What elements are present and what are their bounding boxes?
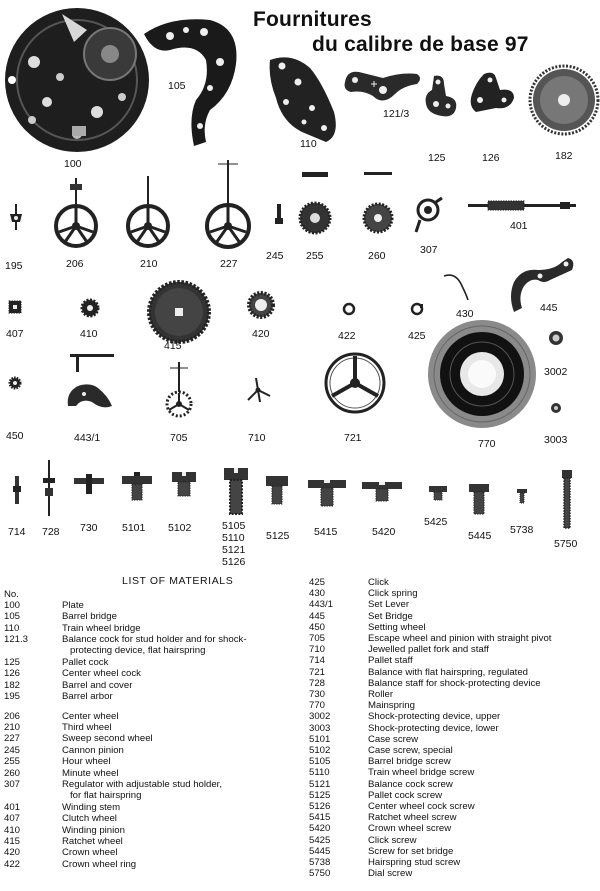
part-label-443-1: 443/1 — [74, 432, 101, 444]
list-item-name: Balance cock for stud holder and for shock- protecting device, flat hairspring — [62, 634, 247, 657]
part-label-255: 255 — [306, 250, 324, 262]
list-item-number: 227 — [4, 733, 21, 745]
list-item-number: 721 — [309, 666, 326, 678]
list-item-number: 3003 — [309, 722, 331, 734]
part-label-5101: 5101 — [122, 522, 146, 534]
list-item-number: 5425 — [309, 834, 331, 846]
part-label-728: 728 — [42, 526, 60, 538]
roller-drawing — [74, 474, 104, 496]
list-heading: LIST OF MATERIALS — [122, 575, 234, 587]
third-wheel-drawing — [126, 176, 170, 252]
part-label-121-3: 121/3 — [383, 108, 410, 120]
list-item-number: 105 — [4, 611, 21, 623]
click-screw-drawing — [428, 484, 448, 502]
list-item-number: 443/1 — [309, 599, 334, 611]
list-item-number: 210 — [4, 722, 21, 733]
list-item-name: Crown wheel — [62, 847, 118, 859]
escape-wheel-drawing — [162, 362, 196, 422]
list-item-name: Barrel and cover — [62, 679, 133, 691]
list-item-name: Cannon pinion — [62, 744, 124, 756]
balance-cock-drawing — [343, 68, 423, 108]
list-item-number: 307 — [4, 779, 21, 790]
list-item-name: Clutch wheel — [62, 813, 117, 825]
part-label-3003: 3003 — [544, 434, 568, 446]
balance-drawing — [322, 350, 388, 416]
list-item-name: Case screw — [368, 733, 419, 745]
list-item-name: Screw for set bridge — [368, 845, 454, 857]
barrel-bridge-drawing — [140, 14, 245, 149]
part-label-100: 100 — [64, 158, 82, 170]
part-label-5125: 5125 — [266, 530, 290, 542]
cannon-pinion-drawing — [274, 204, 284, 226]
part-label-5105-5110-5121-5126: 5105 5110 5121 5126 — [222, 520, 246, 568]
list-item-number: 728 — [309, 677, 326, 689]
part-label-307: 307 — [420, 244, 438, 256]
part-label-714: 714 — [8, 526, 26, 538]
list-item-name: Balance cock screw — [368, 778, 453, 790]
list-item-number: 195 — [4, 691, 21, 703]
list-item-name: Barrel bridge screw — [368, 756, 451, 768]
part-label-710: 710 — [248, 432, 266, 444]
list-item-name: Roller — [368, 689, 394, 700]
list-item-name: Setting wheel — [368, 621, 426, 633]
list-item-number: 422 — [4, 858, 21, 870]
list-item-name: Mainspring — [368, 700, 415, 712]
set-lever-drawing — [62, 352, 120, 412]
list-item-name: Pallet staff — [368, 655, 413, 667]
list-item-name: Plate — [62, 600, 84, 611]
part-label-420: 420 — [252, 328, 270, 340]
part-label-5415: 5415 — [314, 526, 338, 538]
list-item-name: Crown wheel screw — [368, 823, 452, 835]
winding-pinion-drawing — [80, 298, 100, 318]
center-wheel-cock-drawing — [466, 70, 516, 114]
crown-wheel-drawing — [246, 290, 276, 320]
list-item-name: Jewelled pallet fork and staff — [368, 644, 489, 656]
part-label-422: 422 — [338, 330, 356, 342]
list-item-name: Hairspring stud screw — [368, 857, 461, 868]
list-item-name: Set Bridge — [368, 610, 413, 622]
list-item-number: 3002 — [309, 711, 331, 723]
list-item-name: Pallet cock — [62, 657, 109, 668]
list-item-number: 125 — [4, 657, 21, 668]
list-item-number: 730 — [309, 689, 326, 700]
balance-staff-drawing — [40, 460, 58, 516]
list-item-number: 410 — [4, 824, 21, 836]
list-item-name: Case screw, special — [368, 745, 453, 756]
click-drawing — [410, 302, 424, 316]
list-item-name: Balance staff for shock-protecting device — [368, 677, 541, 689]
list-item-number: 5121 — [309, 778, 331, 790]
clutch-wheel-drawing — [8, 300, 22, 314]
shock-lower-drawing — [550, 402, 562, 414]
list-item-name: Crown wheel ring — [62, 858, 137, 870]
part-label-5420: 5420 — [372, 526, 396, 538]
list-item-name: Shock-protecting device, upper — [368, 711, 501, 723]
list-item-number: 420 — [4, 847, 21, 859]
list-no-header: No. — [4, 589, 19, 600]
list-item-number: 445 — [309, 610, 326, 622]
part-label-206: 206 — [66, 258, 84, 270]
part-label-450: 450 — [6, 430, 24, 442]
list-item-name: Center wheel cock screw — [368, 801, 475, 812]
list-item-number: 430 — [309, 588, 326, 600]
part-label-195: 195 — [5, 260, 23, 272]
dial-screw-drawing — [560, 470, 574, 530]
list-item-name: Click — [368, 577, 389, 588]
list-item-number: 5101 — [309, 733, 331, 745]
list-item-number: 206 — [4, 710, 21, 722]
part-label-5425: 5425 — [424, 516, 448, 528]
mainspring-drawing — [426, 318, 538, 430]
setting-wheel-drawing — [8, 376, 22, 390]
barrel-arbor-drawing — [8, 204, 24, 230]
part-label-5738: 5738 — [510, 524, 534, 536]
ratchet-wheel-screw-drawing — [308, 476, 346, 508]
list-item-name: Center wheel cock — [62, 668, 141, 680]
list-item-name: Regulator with adjustable stud holder, for flat hairspring — [62, 779, 222, 801]
part-label-5750: 5750 — [554, 538, 578, 550]
part-label-210: 210 — [140, 258, 158, 270]
click-spring-drawing — [442, 272, 472, 302]
list-item-name: Barrel bridge — [62, 611, 117, 623]
list-item-name: Minute wheel — [62, 767, 119, 779]
list-item-number: 425 — [309, 577, 326, 588]
list-item-number: 182 — [4, 679, 21, 691]
list-item-number: 5125 — [309, 789, 331, 801]
case-screw-special-drawing — [170, 470, 198, 500]
part-label-407: 407 — [6, 328, 24, 340]
title-line-1: Fournitures — [253, 8, 372, 31]
list-item-name: Set Lever — [368, 599, 410, 611]
list-item-name: Shock-protecting device, lower — [368, 722, 499, 734]
list-item-name: Barrel arbor — [62, 691, 113, 703]
list-item-name: Winding pinion — [62, 824, 125, 836]
list-item-number: 401 — [4, 801, 21, 813]
set-bridge-screw-drawing — [468, 482, 490, 516]
hairspring-stud-screw-drawing — [516, 488, 528, 504]
list-item-number: 5126 — [309, 801, 331, 812]
part-label-105: 105 — [168, 80, 186, 92]
regulator-drawing — [414, 196, 444, 236]
list-item-number: 415 — [4, 836, 21, 847]
part-label-110: 110 — [300, 138, 317, 150]
part-label-770: 770 — [478, 438, 496, 450]
plate-drawing — [2, 2, 152, 152]
list-item-number: 5750 — [309, 868, 331, 880]
list-item-number: 5110 — [309, 767, 330, 779]
minute-wheel-drawing — [362, 172, 394, 236]
part-label-182: 182 — [555, 150, 573, 162]
pallet-cock-screw-drawing — [264, 474, 290, 506]
pallet-fork-drawing — [244, 376, 274, 406]
part-label-3002: 3002 — [544, 366, 568, 378]
list-item-name: Pallet cock screw — [368, 789, 443, 801]
list-item-number: 260 — [4, 767, 21, 779]
list-item-number: 710 — [309, 644, 326, 656]
part-label-415: 415 — [164, 340, 182, 352]
part-label-410: 410 — [80, 328, 98, 340]
part-label-425: 425 — [408, 330, 426, 342]
list-item-number: 705 — [309, 633, 326, 644]
list-item-name: Center wheel — [62, 710, 119, 722]
list-item-name: Ratchet wheel screw — [368, 812, 457, 824]
part-label-401: 401 — [510, 220, 528, 232]
list-item-number: 714 — [309, 655, 326, 667]
center-wheel-drawing — [54, 178, 98, 252]
list-item-number: 5445 — [309, 845, 331, 857]
list-item-number: 407 — [4, 813, 21, 825]
part-label-5102: 5102 — [168, 522, 192, 534]
part-label-227: 227 — [220, 258, 238, 270]
list-item-number: 121.3 — [4, 634, 29, 646]
hour-wheel-drawing — [298, 172, 332, 236]
part-label-245: 245 — [266, 250, 284, 262]
part-label-260: 260 — [368, 250, 386, 262]
list-item-number: 126 — [4, 668, 21, 680]
part-label-721: 721 — [344, 432, 362, 444]
ratchet-wheel-drawing — [142, 280, 216, 344]
list-item-name: Sweep second wheel — [62, 733, 153, 745]
list-item-name: Hour wheel — [62, 756, 111, 768]
list-item-number: 255 — [4, 756, 21, 768]
case-screw-drawing — [122, 472, 152, 502]
part-label-705: 705 — [170, 432, 188, 444]
list-item-number: 245 — [4, 744, 21, 756]
list-item-name: Dial screw — [368, 868, 413, 880]
part-label-445: 445 — [540, 302, 558, 314]
part-label-126: 126 — [482, 152, 500, 164]
crown-wheel-screw-drawing — [362, 478, 402, 502]
list-item-name: Ratchet wheel — [62, 836, 123, 847]
list-item-name: Click screw — [368, 834, 417, 846]
part-label-730: 730 — [80, 522, 98, 534]
list-item-number: 450 — [309, 621, 326, 633]
barrel-bridge-screw-drawing — [222, 466, 250, 516]
list-item-name: Third wheel — [62, 722, 112, 733]
list-item-number: 100 — [4, 600, 21, 611]
pallet-staff-drawing — [12, 476, 22, 504]
list-item-number: 5105 — [309, 756, 331, 768]
sweep-second-wheel-drawing — [204, 160, 252, 252]
list-item-number: 5415 — [309, 812, 331, 824]
title-line-2: du calibre de base 97 — [312, 33, 529, 56]
train-wheel-bridge-drawing — [262, 52, 342, 147]
part-label-430: 430 — [456, 308, 474, 320]
list-item-number: 110 — [4, 622, 20, 634]
crown-wheel-ring-drawing — [342, 302, 356, 316]
pallet-cock-drawing — [420, 74, 460, 118]
list-item-number: 770 — [309, 700, 326, 712]
list-item-name: Train wheel bridge — [62, 622, 141, 634]
part-label-5445: 5445 — [468, 530, 492, 542]
list-item-number: 5420 — [309, 823, 331, 835]
list-item-name: Click spring — [368, 588, 418, 600]
shock-upper-drawing — [548, 330, 564, 346]
list-item-name: Balance with flat hairspring, regulated — [368, 666, 528, 678]
part-label-125: 125 — [428, 152, 446, 164]
list-item-name: Winding stem — [62, 801, 121, 813]
winding-stem-drawing — [468, 198, 576, 214]
list-item-number: 5102 — [309, 745, 331, 756]
list-item-name: Train wheel bridge screw — [368, 767, 475, 779]
list-item-name: Escape wheel and pinion with straight pivot — [368, 633, 552, 644]
barrel-and-cover-drawing — [528, 64, 600, 136]
list-item-number: 5738 — [309, 857, 331, 868]
